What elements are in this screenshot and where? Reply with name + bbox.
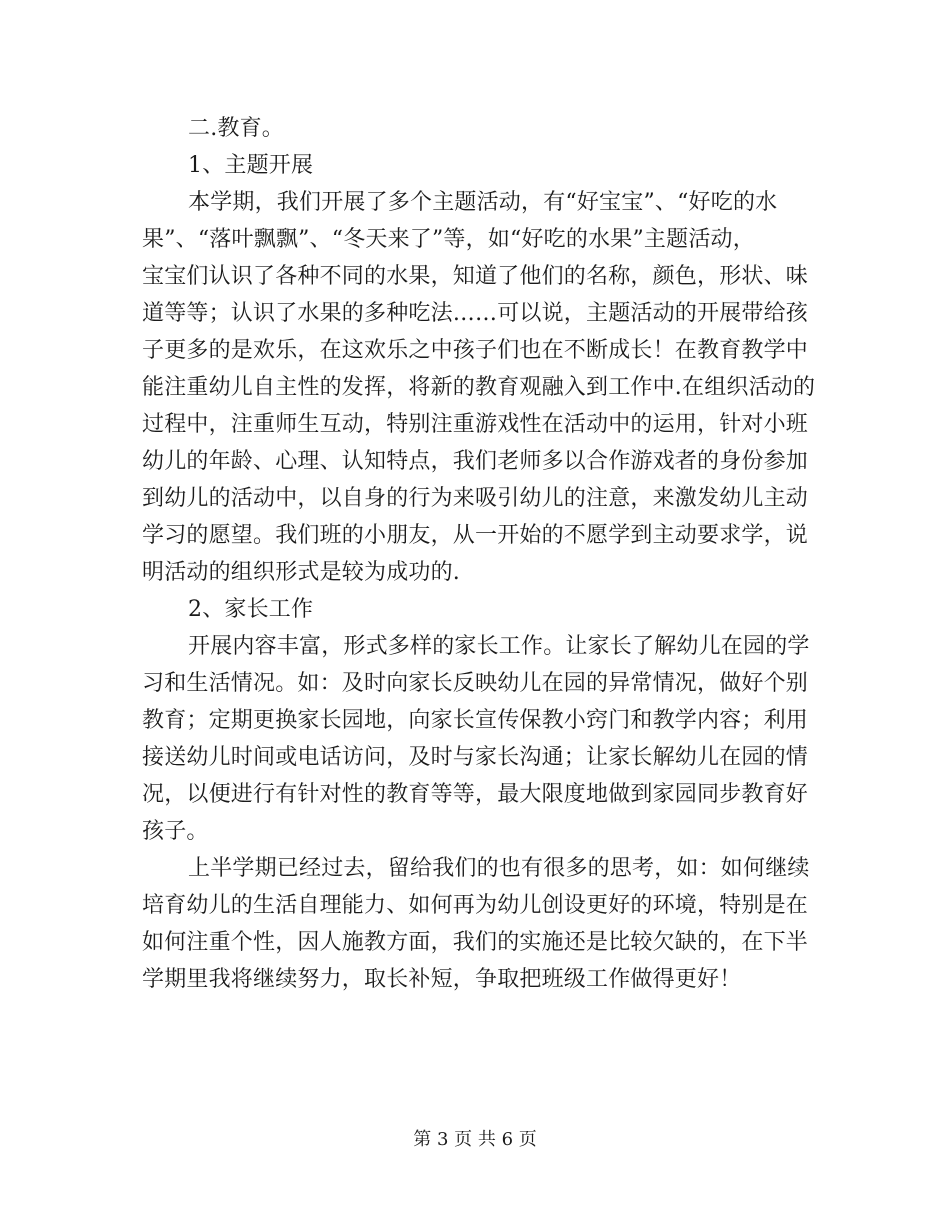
subsection-heading-theme: 1、主题开展 <box>188 153 314 178</box>
paragraph-line: 道等等；认识了水果的多种吃法……可以说，主题活动的开展带给孩 <box>142 301 809 326</box>
page-number-footer: 第 3 页 共 6 页 <box>413 1129 537 1150</box>
paragraph-line: 学习的愿望。我们班的小朋友，从一开始的不愿学到主动要求学，说 <box>142 523 809 548</box>
document-body <box>142 110 818 998</box>
paragraph-line: 到幼儿的活动中，以自身的行为来吸引幼儿的注意，来激发幼儿主动 <box>142 486 809 511</box>
paragraph-line: 学期里我将继续努力，取长补短，争取把班级工作做得更好！ <box>142 967 742 992</box>
paragraph-line: 培育幼儿的生活自理能力、如何再为幼儿创设更好的环境，特别是在 <box>142 893 809 918</box>
paragraph-line: 如何注重个性，因人施教方面，我们的实施还是比较欠缺的，在下半 <box>142 930 809 955</box>
paragraph-line: 子更多的是欢乐，在这欢乐之中孩子们也在不断成长！在教育教学中 <box>142 338 809 363</box>
paragraph-line: 能注重幼儿自主性的发挥，将新的教育观融入到工作中.在组织活动的 <box>142 375 816 400</box>
subsection-heading-parents: 2、家长工作 <box>188 597 314 622</box>
paragraph-line: 过程中，注重师生互动，特别注重游戏性在活动中的运用，针对小班 <box>142 412 809 437</box>
paragraph-line: 孩子。 <box>142 819 209 844</box>
paragraph-line: 开展内容丰富，形式多样的家长工作。让家长了解幼儿在园的学 <box>188 634 810 659</box>
paragraph-line: 果”、“落叶飘飘”、“冬天来了”等，如“好吃的水果”主题活动， <box>142 227 755 252</box>
paragraph-line: 况，以便进行有针对性的教育等等，最大限度地做到家园同步教育好 <box>142 782 809 807</box>
paragraph-line: 幼儿的年龄、心理、认知特点，我们老师多以合作游戏者的身份参加 <box>142 449 809 474</box>
paragraph-line: 本学期，我们开展了多个主题活动，有“好宝宝”、“好吃的水 <box>188 190 778 215</box>
section-heading-education: 二.教育。 <box>188 116 284 141</box>
paragraph-line: 上半学期已经过去，留给我们的也有很多的思考，如：如何继续 <box>188 856 810 881</box>
paragraph-line: 教育；定期更换家长园地，向家长宣传保教小窍门和教学内容；利用 <box>142 708 809 733</box>
paragraph-line: 习和生活情况。如：及时向家长反映幼儿在园的异常情况，做好个别 <box>142 671 809 696</box>
paragraph-line: 宝宝们认识了各种不同的水果，知道了他们的名称，颜色，形状、味 <box>142 264 809 289</box>
paragraph-line: 明活动的组织形式是较为成功的. <box>142 560 460 585</box>
paragraph-line: 接送幼儿时间或电话访问，及时与家长沟通；让家长解幼儿在园的情 <box>142 745 809 770</box>
